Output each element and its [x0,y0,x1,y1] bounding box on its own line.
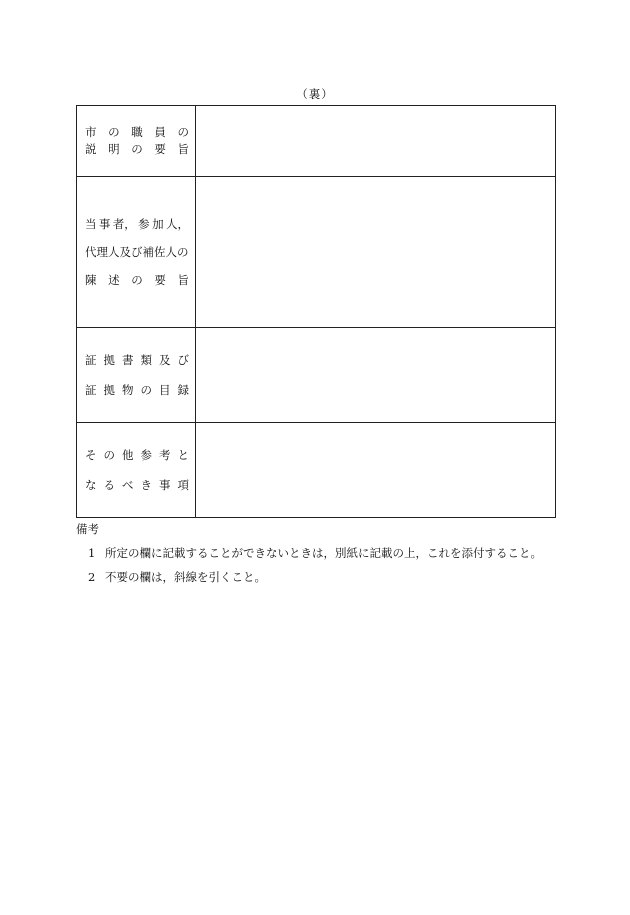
label-char: 市 [85,125,97,139]
label-char: 当 [85,217,97,231]
label-char: 拠 [103,383,115,397]
page-heading: （裏） [296,87,334,101]
label-char: 書 [122,353,134,367]
label-char: の [140,383,152,397]
label-char: な [85,478,97,492]
label-char: る [103,478,115,492]
row-input-area[interactable] [196,177,556,328]
label-char: 旨 [177,142,189,156]
row-parties-statement [77,177,556,328]
label-char: 者， [112,217,136,231]
label-char: 旨 [177,273,189,287]
label-char: 証 [85,353,97,367]
row-input-area[interactable] [196,423,556,518]
label-char: き [140,478,152,492]
label-char: の [131,273,143,287]
note-text: 所定の欄に記載することができないときは，別紙に記載の上，これを添付すること。 [105,546,542,560]
row-input-area[interactable] [196,328,556,423]
label-char: 職 [131,125,143,139]
label-char: 証 [85,383,97,397]
label-char: べ [122,478,134,492]
label-char: 他 [122,448,134,462]
label-char: と [177,448,189,462]
label-char: 説 [85,142,97,156]
label-char: び [177,353,189,367]
label-char: 人， [165,217,189,231]
note-number: 2 [88,570,96,584]
label-char: 項 [177,478,189,492]
label-char: 述 [108,273,120,287]
label-char: の [108,125,120,139]
note-text: 不要の欄は，斜線を引くこと。 [105,570,266,584]
label-char: 拠 [103,353,115,367]
form-table [76,105,556,518]
label-char: 事 [98,217,111,231]
row-city-staff-explanation [77,106,556,177]
row-input-area[interactable] [196,106,556,177]
label-line-text: 代理人及び補佐人の [85,245,189,259]
label-char: 録 [177,383,189,397]
label-char: 及 [159,353,171,367]
label-char: 目 [159,383,171,397]
row-other-references [77,423,556,518]
row-label [77,423,196,518]
row-evidence-list [77,328,556,423]
note-item [88,545,542,561]
label-char: 陳 [85,273,97,287]
row-label [77,177,196,328]
label-char: の [131,142,143,156]
label-char: 参 [140,448,152,462]
label-char: 明 [108,142,120,156]
label-char: 加 [152,217,164,231]
label-char: そ [85,448,97,462]
notes-title: 備考 [76,522,99,536]
label-char: 事 [159,478,171,492]
label-char: 要 [154,142,166,156]
label-char: 員 [154,125,166,139]
label-char: 参 [138,217,150,231]
label-char: 類 [140,353,152,367]
row-label [77,106,196,177]
label-char: 要 [154,273,166,287]
note-item [88,569,266,585]
label-char: の [177,125,189,139]
row-label [77,328,196,423]
label-char: の [103,448,115,462]
note-number: 1 [88,546,96,560]
label-char: 物 [122,383,134,397]
label-char: 考 [159,448,171,462]
